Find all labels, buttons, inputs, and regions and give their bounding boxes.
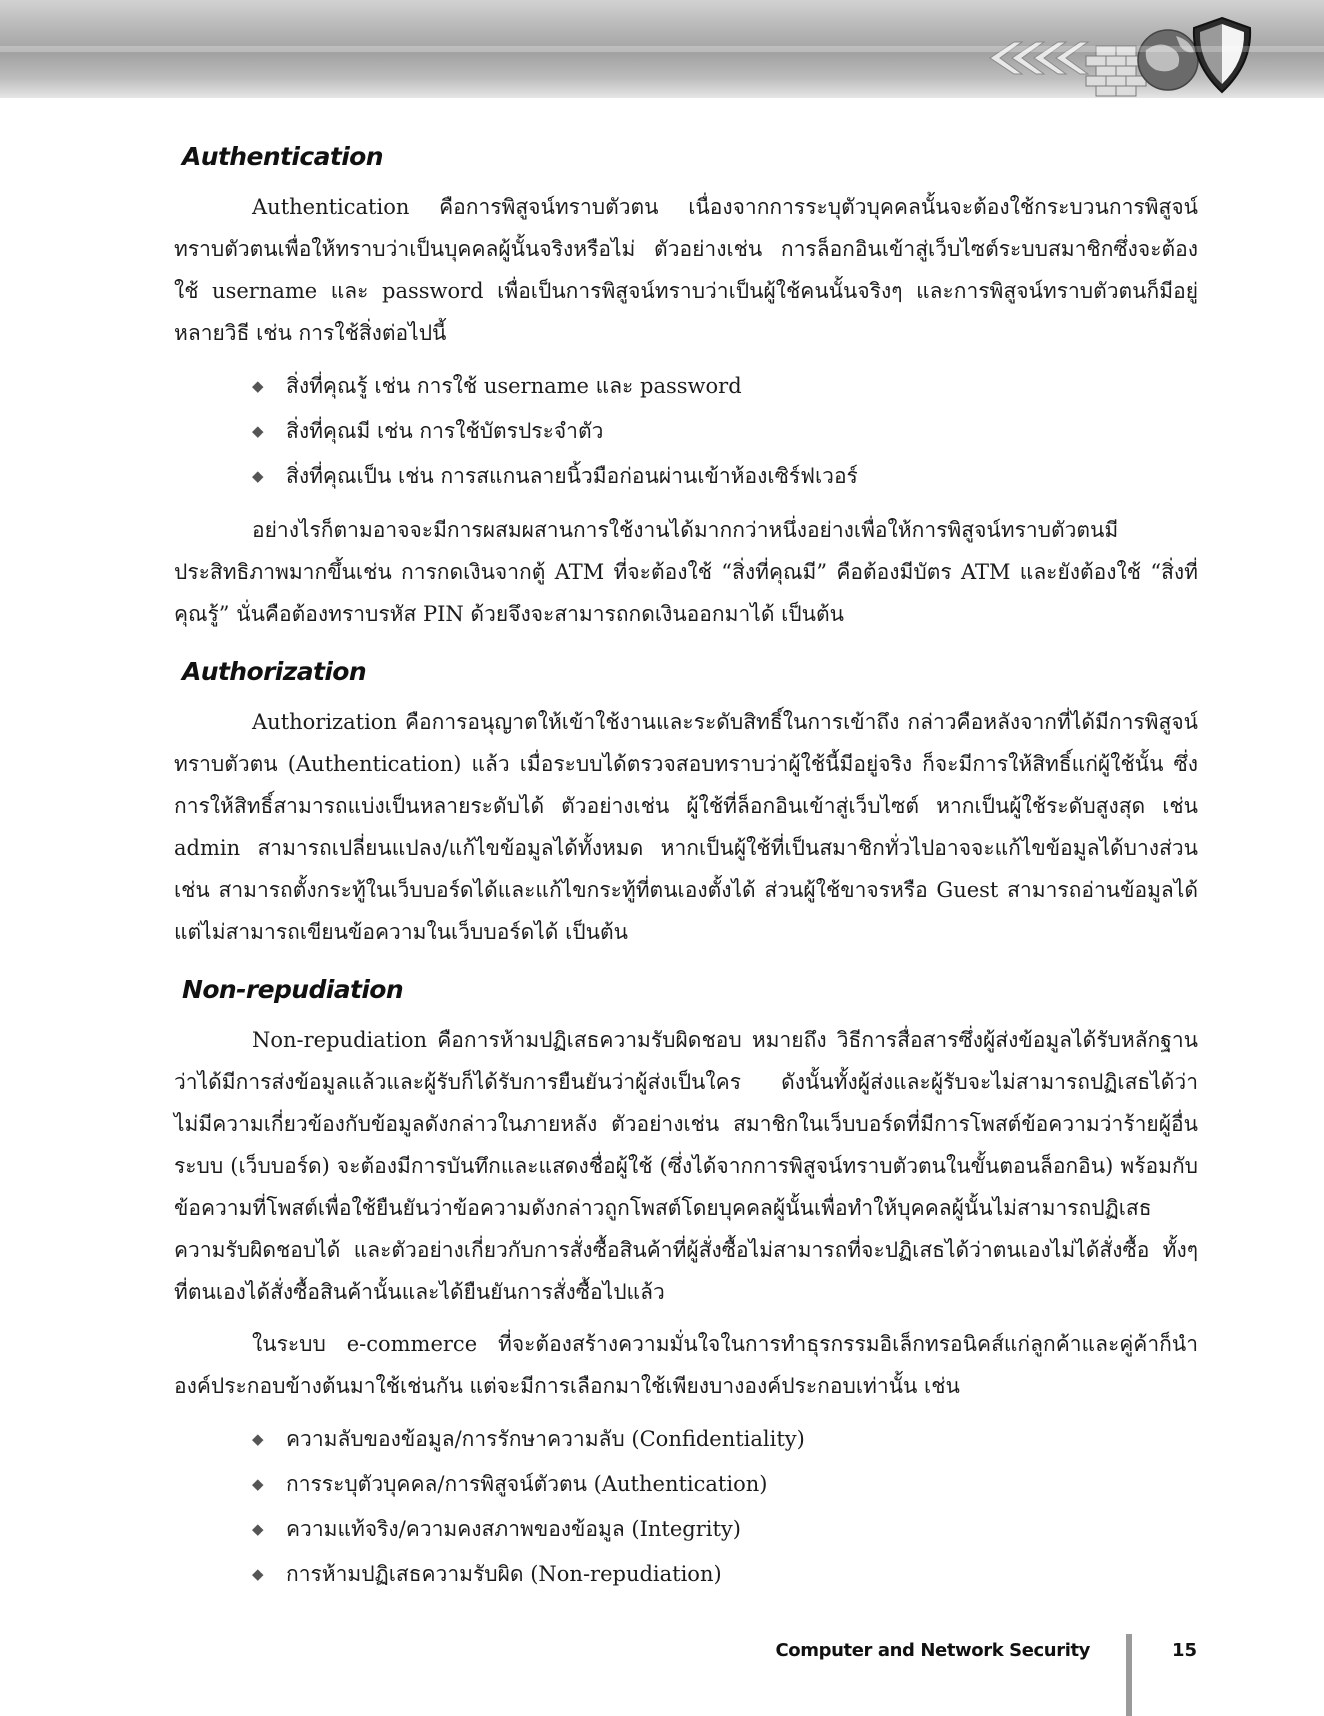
paragraph: ในระบบ e-commerce ที่จะต้องสร้างความมั่นใจในการทำธุรกรรมอิเล็กทรอนิคส์แก่ลูกค้าและคู่ค้าก็นำองค์ประกอบข้างต้นมาใช้เช่นกัน แต่จะมีการเลือกมาใช้เพียงบางองค์ประกอบเท่านั้น เช่น: [174, 1332, 1198, 1398]
list-item: [252, 1417, 1198, 1462]
paragraph: อย่างไรก็ตามอาจจะมีการผสมผสานการใช้งานได้มากกว่าหนึ่งอย่างเพื่อให้การพิสูจน์ทราบตัวตนมีประสิทธิภาพมากขึ้นเช่น การกดเงินจากตู้ ATM ที่จะต้องใช้ “สิ่งที่คุณมี” คือต้องมีบัตร ATM และยังต้องใช้ “สิ่งที่คุณรู้” นั่นคือต้องทราบรหัส PIN ด้วยจึงจะสามารถกดเงินออกมาได้ เป็นต้น: [174, 518, 1198, 626]
globe-icon: [1138, 30, 1198, 90]
list-item: [252, 454, 1198, 499]
page-content: [174, 140, 1198, 1607]
paragraph: Non-repudiation คือการห้ามปฏิเสธความรับผิดชอบ หมายถึง วิธีการสื่อสารซึ่งผู้ส่งข้อมูลได้รับหลักฐานว่าได้มีการส่งข้อมูลแล้วและผู้รับก็ได้รับการยืนยันว่าผู้ส่งเป็นใคร ดังนั้นทั้งผู้ส่งและผู้รับจะไม่สามารถปฏิเสธได้ว่าไม่มีความเกี่ยวข้องกับข้อมูลดังกล่าวในภายหลัง ตัวอย่างเช่น สมาชิกในเว็บบอร์ดที่มีการโพสต์ข้อความว่าร้ายผู้อื่น ระบบ (เว็บบอร์ด) จะต้องมีการบันทึกและแสดงชื่อผู้ใช้ (ซึ่งได้จากการพิสูจน์ทราบตัวตนในขั้นตอนล็อกอิน) พร้อมกับข้อความที่โพสต์เพื่อใช้ยืนยันว่าข้อความดังกล่าวถูกโพสต์โดยบุคคลผู้นั้นเพื่อทำให้บุคคลผู้นั้นไม่สามารถปฏิเสธความรับผิดชอบได้ และตัวอย่างเกี่ยวกับการสั่งซื้อสินค้าที่ผู้สั่งซื้อไม่สามารถที่จะปฏิเสธได้ว่าตนเองไม่ได้สั่งซื้อ ทั้งๆที่ตนเองได้สั่งซื้อสินค้านั้นและได้ยืนยันการสั่งซื้อไปแล้ว: [174, 1028, 1198, 1304]
list-item: [252, 409, 1198, 454]
header-security-graphic: [950, 14, 1270, 98]
chevron-arrows-icon: [990, 42, 1088, 74]
bullet-list: [174, 364, 1198, 499]
list-item-text: สิ่งที่คุณรู้ เช่น การใช้ username และ password: [286, 374, 742, 398]
list-item-text: การระบุตัวบุคคล/การพิสูจน์ตัวตน (Authentication): [286, 1472, 768, 1496]
list-item-text: ความลับของข้อมูล/การรักษาความลับ (Confidentiality): [286, 1427, 805, 1451]
list-item-text: การห้ามปฏิเสธความรับผิด (Non-repudiation): [286, 1562, 722, 1586]
diamond-bullet-icon: ◆: [252, 377, 264, 395]
diamond-bullet-icon: ◆: [252, 467, 264, 485]
section-authorization: [174, 655, 1198, 953]
section-heading: Non-repudiation: [182, 975, 404, 1004]
section-heading: Authentication: [182, 142, 383, 171]
diamond-bullet-icon: ◆: [252, 1520, 264, 1538]
footer-book-title: Computer and Network Security: [775, 1640, 1090, 1661]
list-item: [252, 1507, 1198, 1552]
list-item: [252, 1552, 1198, 1597]
page-header-band: [0, 0, 1324, 98]
shield-icon: [1194, 18, 1250, 92]
footer-divider: [1126, 1634, 1132, 1716]
brick-firewall-icon: [1086, 46, 1146, 96]
list-item-text: สิ่งที่คุณมี เช่น การใช้บัตรประจำตัว: [286, 419, 604, 443]
paragraph: Authentication คือการพิสูจน์ทราบตัวตน เนื่องจากการระบุตัวบุคคลนั้นจะต้องใช้กระบวนการพิสูจน์ทราบตัวตนเพื่อให้ทราบว่าเป็นบุคคลผู้นั้นจริงหรือไม่ ตัวอย่างเช่น การล็อกอินเข้าสู่เว็บไซต์ระบบสมาชิกซึ่งจะต้องใช้ username และ password เพื่อเป็นการพิสูจน์ทราบว่าเป็นผู้ใช้คนนั้นจริงๆ และการพิสูจน์ทราบตัวตนก็มีอยู่หลายวิธี เช่น การใช้สิ่งต่อไปนี้: [174, 195, 1198, 345]
diamond-bullet-icon: ◆: [252, 422, 264, 440]
diamond-bullet-icon: ◆: [252, 1475, 264, 1493]
section-authentication: [174, 140, 1198, 635]
list-item-text: สิ่งที่คุณเป็น เช่น การสแกนลายนิ้วมือก่อนผ่านเข้าห้องเซิร์ฟเวอร์: [286, 464, 858, 488]
list-item: [252, 1462, 1198, 1507]
page-number: 15: [1172, 1640, 1198, 1661]
list-item-text: ความแท้จริง/ความคงสภาพของข้อมูล (Integrity): [286, 1517, 741, 1541]
page-footer: [0, 1640, 1324, 1716]
diamond-bullet-icon: ◆: [252, 1565, 264, 1583]
section-heading: Authorization: [182, 657, 367, 686]
list-item: [252, 364, 1198, 409]
bullet-list: [174, 1417, 1198, 1597]
diamond-bullet-icon: ◆: [252, 1430, 264, 1448]
section-non-repudiation: [174, 973, 1198, 1597]
paragraph: Authorization คือการอนุญาตให้เข้าใช้งานและระดับสิทธิ์ในการเข้าถึง กล่าวคือหลังจากที่ได้มีการพิสูจน์ทราบตัวตน (Authentication) แล้ว เมื่อระบบได้ตรวจสอบทราบว่าผู้ใช้นี้มีอยู่จริง ก็จะมีการให้สิทธิ์แก่ผู้ใช้นั้น ซึ่งการให้สิทธิ์สามารถแบ่งเป็นหลายระดับได้ ตัวอย่างเช่น ผู้ใช้ที่ล็อกอินเข้าสู่เว็บไซต์ หากเป็นผู้ใช้ระดับสูงสุด เช่น admin สามารถเปลี่ยนแปลง/แก้ไขข้อมูลได้ทั้งหมด หากเป็นผู้ใช้ที่เป็นสมาชิกทั่วไปอาจจะแก้ไขข้อมูลได้บางส่วน เช่น สามารถตั้งกระทู้ในเว็บบอร์ดได้และแก้ไขกระทู้ที่ตนเองตั้งได้ ส่วนผู้ใช้ขาจรหรือ Guest สามารถอ่านข้อมูลได้แต่ไม่สามารถเขียนข้อความในเว็บบอร์ดได้ เป็นต้น: [174, 710, 1198, 944]
